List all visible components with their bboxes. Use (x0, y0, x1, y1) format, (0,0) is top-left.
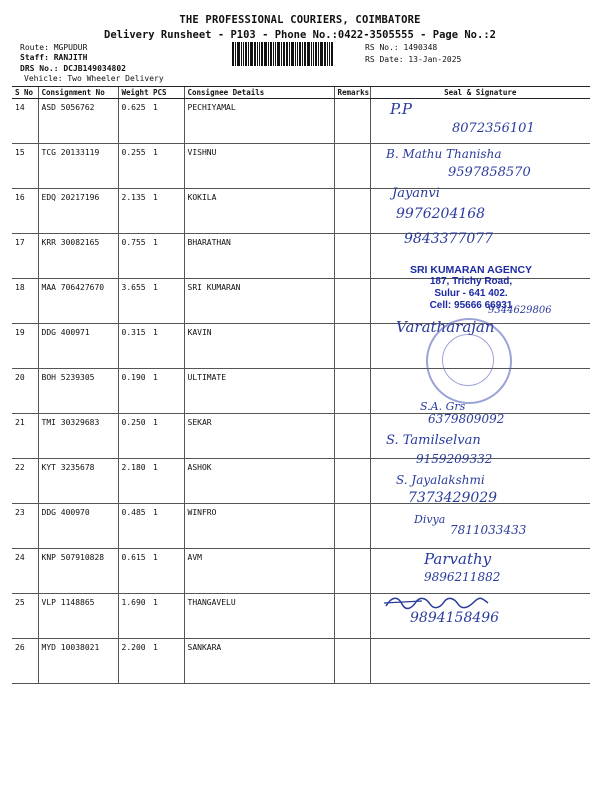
row-pcs: 1 (150, 234, 184, 279)
row-remarks (334, 234, 370, 279)
barcode-bar (286, 42, 288, 66)
barcode-bar (302, 42, 303, 66)
barcode-bar (297, 42, 298, 66)
barcode-bar (254, 42, 256, 66)
col-sno: S No (12, 87, 38, 99)
row-remarks (334, 369, 370, 414)
row-sno: 18 (12, 279, 38, 324)
barcode-bar (237, 42, 240, 66)
row-consignment-no: MYD 10038021 (38, 639, 118, 684)
barcode-bar (329, 42, 330, 66)
phone-row-15: 9597858570 (448, 165, 531, 180)
row-pcs: 1 (150, 549, 184, 594)
signature-row-24: Divya (414, 513, 446, 526)
col-consignee: Consignee Details (184, 87, 334, 99)
row-consignment-no: BOH 5239305 (38, 369, 118, 414)
table-row (12, 549, 590, 594)
row-consignee: SEKAR (184, 414, 334, 459)
row-weight: 0.315 (118, 324, 150, 369)
signature-row-15: B. Mathu Thanisha (386, 147, 502, 161)
row-weight: 3.655 (118, 279, 150, 324)
table-row (12, 459, 590, 504)
col-weight: Weight (118, 87, 150, 99)
barcode-bar (283, 42, 285, 66)
row-sno: 23 (12, 504, 38, 549)
row-weight: 0.625 (118, 99, 150, 144)
row-seal-signature (370, 639, 590, 684)
barcode-bar (259, 42, 260, 66)
barcode-bar (270, 42, 272, 66)
barcode-bar (232, 42, 234, 66)
row-weight: 2.200 (118, 639, 150, 684)
col-seal: Seal & Signature (370, 87, 590, 99)
signature-row-14: P.P (390, 100, 412, 118)
barcode-bar (318, 42, 319, 66)
phone-row-19: 9344629806 (488, 305, 552, 316)
phone-row-26: 9894158496 (410, 610, 500, 626)
rs-date: RS Date: 13-Jan-2025 (365, 55, 462, 64)
row-weight: 2.135 (118, 189, 150, 234)
row-consignee: BHARATHAN (184, 234, 334, 279)
signature-row-20: Varatharajan (396, 318, 495, 336)
document-title: THE PROFESSIONAL COURIERS, COIMBATORE (179, 14, 421, 26)
row-pcs: 1 (150, 369, 184, 414)
barcode-bar (235, 42, 236, 66)
row-sno: 24 (12, 549, 38, 594)
row-pcs: 1 (150, 279, 184, 324)
barcode-bar (295, 42, 296, 66)
row-consignment-no: EDQ 20217196 (38, 189, 118, 234)
barcode-bar (241, 42, 242, 66)
stamp-address: 187, Trichy Road, (429, 276, 513, 287)
row-consignment-no: DDG 400971 (38, 324, 118, 369)
row-consignee: ASHOK (184, 459, 334, 504)
barcode-bar (331, 42, 333, 66)
table-header (12, 87, 590, 99)
row-weight: 1.690 (118, 594, 150, 639)
phone-row-22: 9159209332 (416, 452, 493, 466)
row-consignment-no: KYT 3235678 (38, 459, 118, 504)
row-remarks (334, 144, 370, 189)
row-pcs: 1 (150, 144, 184, 189)
row-sno: 19 (12, 324, 38, 369)
barcode (232, 42, 348, 66)
row-weight: 0.755 (118, 234, 150, 279)
row-sno: 26 (12, 639, 38, 684)
col-pcs: PCS (150, 87, 184, 99)
row-consignee: KAVIN (184, 324, 334, 369)
row-consignee: AVM (184, 549, 334, 594)
row-pcs: 1 (150, 504, 184, 549)
row-remarks (334, 459, 370, 504)
row-weight: 0.190 (118, 369, 150, 414)
barcode-bar (289, 42, 290, 66)
table-row (12, 639, 590, 684)
row-sno: 16 (12, 189, 38, 234)
row-pcs: 1 (150, 324, 184, 369)
table-row (12, 594, 590, 639)
row-weight: 0.250 (118, 414, 150, 459)
signature-row-22: S. Tamilselvan (386, 433, 481, 448)
row-consignment-no: VLP 1148865 (38, 594, 118, 639)
stamp-city: Sulur - 641 402. (434, 288, 508, 299)
row-consignee: VISHNU (184, 144, 334, 189)
barcode-bar (268, 42, 269, 66)
row-remarks (334, 279, 370, 324)
barcode-bar (299, 42, 301, 66)
phone-row-17: 9843377077 (404, 231, 494, 247)
row-pcs: 1 (150, 459, 184, 504)
row-remarks (334, 549, 370, 594)
round-seal-stamp (426, 318, 512, 404)
barcode-bar (281, 42, 282, 66)
barcode-bar (324, 42, 326, 66)
row-consignment-no: ASD 5056762 (38, 99, 118, 144)
row-consignment-no: TMI 30329683 (38, 414, 118, 459)
phone-row-24: 7811033433 (450, 523, 527, 537)
row-consignee: SRI KUMARAN (184, 279, 334, 324)
phone-row-25: 9896211882 (424, 570, 501, 584)
barcode-bar (315, 42, 317, 66)
staff-label: Staff: RANJITH (20, 53, 88, 62)
row-consignee: ULTIMATE (184, 369, 334, 414)
row-pcs: 1 (150, 414, 184, 459)
row-weight: 0.255 (118, 144, 150, 189)
barcode-bar (291, 42, 294, 66)
row-sno: 17 (12, 234, 38, 279)
row-consignee: SANKARA (184, 639, 334, 684)
phone-row-14: 8072356101 (452, 121, 535, 136)
row-consignment-no: KNP 507910828 (38, 549, 118, 594)
barcode-bar (261, 42, 263, 66)
row-pcs: 1 (150, 639, 184, 684)
barcode-bar (327, 42, 328, 66)
row-remarks (334, 639, 370, 684)
row-consignment-no: DDG 400970 (38, 504, 118, 549)
row-sno: 20 (12, 369, 38, 414)
row-sno: 14 (12, 99, 38, 144)
barcode-bar (273, 42, 274, 66)
col-remarks: Remarks (334, 87, 370, 99)
stamp-name: SRI KUMARAN AGENCY (409, 264, 533, 276)
barcode-bar (277, 42, 280, 66)
barcode-bar (248, 42, 249, 66)
row-remarks (334, 504, 370, 549)
signature-row-16: Jayanvi (392, 186, 440, 201)
row-consignment-no: TCG 20133119 (38, 144, 118, 189)
barcode-bar (264, 42, 267, 66)
barcode-bar (243, 42, 244, 66)
barcode-bar (257, 42, 258, 66)
route-label: Route: MGPUDUR (20, 43, 88, 52)
row-consignee: KOKILA (184, 189, 334, 234)
row-weight: 2.180 (118, 459, 150, 504)
row-consignee: WINFRO (184, 504, 334, 549)
row-sno: 21 (12, 414, 38, 459)
barcode-bar (313, 42, 314, 66)
phone-row-23: 7373429029 (408, 490, 498, 506)
row-remarks (334, 324, 370, 369)
row-pcs: 1 (150, 594, 184, 639)
barcode-bar (311, 42, 312, 66)
barcode-bar (320, 42, 323, 66)
row-consignment-no: MAA 706427670 (38, 279, 118, 324)
runsheet-subtitle: Delivery Runsheet - P103 - Phone No.:0422-3505555 - Page No.:2 (104, 29, 496, 41)
row-consignee: PECHIYAMAL (184, 99, 334, 144)
stamp-cell: Cell: 95666 66931 (429, 300, 513, 311)
row-weight: 0.615 (118, 549, 150, 594)
signature-row-21: S.A. Grs (420, 400, 466, 413)
row-remarks (334, 594, 370, 639)
row-pcs: 1 (150, 99, 184, 144)
phone-row-21: 6379809092 (428, 412, 505, 426)
barcode-bar (245, 42, 247, 66)
drs-number: DRS No.: DCJB149034802 (20, 64, 126, 73)
row-remarks (334, 414, 370, 459)
row-remarks (334, 189, 370, 234)
table-row (12, 189, 590, 234)
signature-row-25: Parvathy (424, 550, 492, 568)
barcode-bar (307, 42, 310, 66)
vehicle-label: Vehicle: Two Wheeler Delivery (24, 74, 164, 83)
rs-number: RS No.: 1490348 (365, 43, 438, 52)
row-sno: 25 (12, 594, 38, 639)
barcode-bar (250, 42, 253, 66)
row-remarks (334, 99, 370, 144)
row-weight: 0.485 (118, 504, 150, 549)
barcode-bar (304, 42, 306, 66)
row-consignee: THANGAVELU (184, 594, 334, 639)
row-consignment-no: KRR 30082165 (38, 234, 118, 279)
row-sno: 22 (12, 459, 38, 504)
barcode-bar (275, 42, 276, 66)
row-sno: 15 (12, 144, 38, 189)
signature-row-23: S. Jayalakshmi (396, 473, 485, 487)
phone-row-16: 9976204168 (396, 206, 486, 222)
row-pcs: 1 (150, 189, 184, 234)
col-consignment: Consignment No (38, 87, 118, 99)
signature-scribble-row-26 (382, 594, 492, 610)
